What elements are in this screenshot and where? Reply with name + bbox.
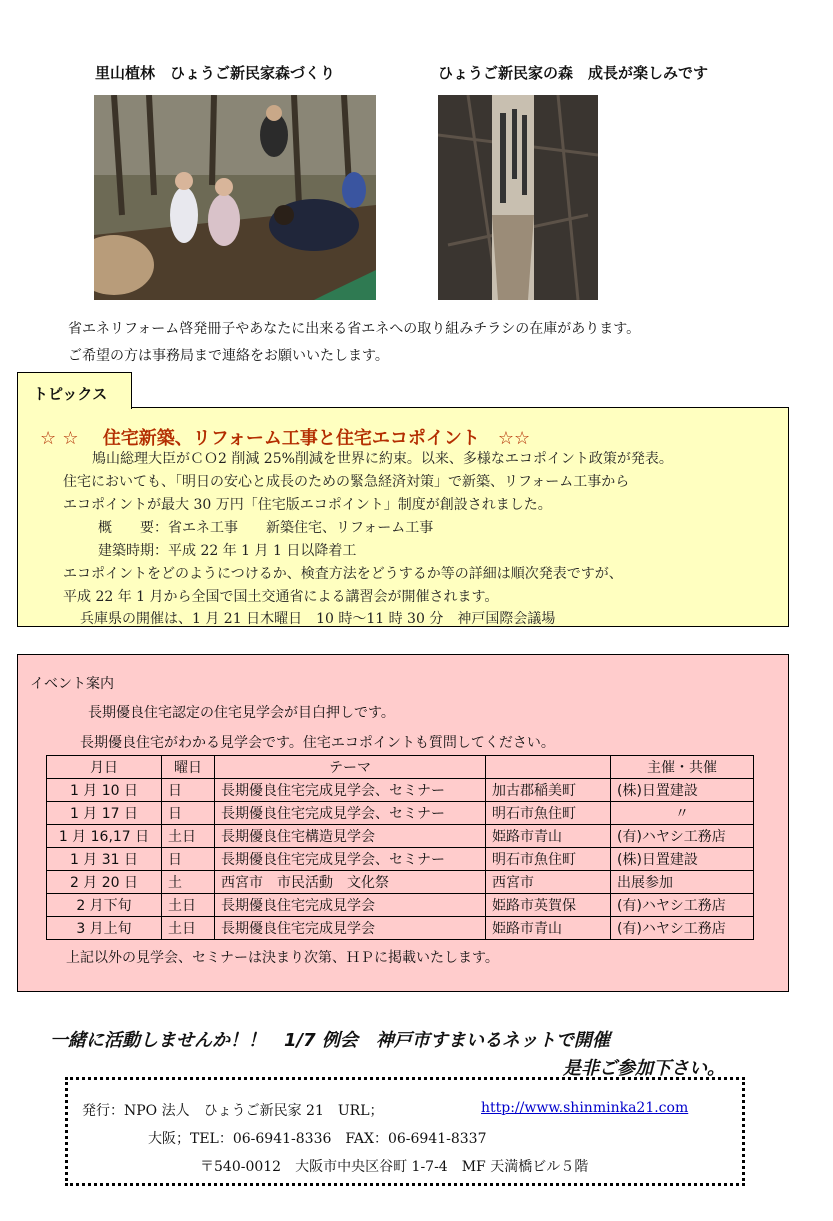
invite-line-1: 一緒に活動しませんか！！ 1/7 例会 神戸市すまいるネットで開催: [50, 1030, 610, 1051]
topics-line: 平成 22 年 1 月から全国で国土交通省による講習会が開催されます。: [63, 589, 499, 605]
col-header-theme: テーマ: [215, 756, 486, 779]
topics-line: エコポイントが最大 30 万円「住宅版エコポイント」制度が創設されました。: [63, 497, 552, 513]
event-day: 土日: [162, 917, 215, 940]
event-date: 3 月上旬: [47, 917, 162, 940]
event-place: 西宮市: [486, 871, 611, 894]
topics-tab: [17, 372, 132, 409]
event-place: 明石市魚住町: [486, 848, 611, 871]
topics-line: 概 要：省エネ工事 新築住宅、リフォーム工事: [98, 520, 434, 536]
event-day: 日: [162, 802, 215, 825]
table-row: [47, 894, 754, 917]
topics-line: 建築時期：平成 22 年 1 月 1 日以降着工: [98, 543, 357, 559]
event-place: 姫路市青山: [486, 825, 611, 848]
topics-line: 鳩山総理大臣がＣＯ2 削減 25%削減を世界に約束。以来、多様なエコポイント政策が発表。: [92, 451, 673, 467]
notice-line-2: ご希望の方は事務局まで連絡をお願いいたします。: [68, 348, 389, 364]
event-date: 1 月 16,17 日: [47, 825, 162, 848]
event-title: イベント案内: [30, 676, 114, 692]
address: 〒540-0012 大阪市中央区谷町 1-7-4 MF 天満橋ビル５階: [200, 1159, 589, 1175]
event-host: 出展参加: [611, 871, 754, 894]
event-host: (有)ハヤシ工務店: [611, 894, 754, 917]
topics-box: [17, 407, 789, 627]
event-place: 明石市魚住町: [486, 802, 611, 825]
col-header-date: 月日: [47, 756, 162, 779]
event-date: 2 月 20 日: [47, 871, 162, 894]
topics-tab-label: トピックス: [33, 385, 108, 403]
col-header-day: 曜日: [162, 756, 215, 779]
event-day: 土日: [162, 894, 215, 917]
event-footnote: 上記以外の見学会、セミナーは決まり次第、ＨＰに掲載いたします。: [66, 950, 499, 966]
table-header-row: [47, 756, 754, 779]
publisher-name: 発行：NPO 法人 ひょうご新民家 21 URL；: [82, 1103, 384, 1119]
table-row: [47, 802, 754, 825]
table-row: [47, 917, 754, 940]
event-day: 日: [162, 779, 215, 802]
event-date: 1 月 31 日: [47, 848, 162, 871]
event-host: (株)日置建設: [611, 848, 754, 871]
growth-stake-photo: [438, 95, 598, 300]
event-theme: 長期優良住宅構造見学会: [215, 825, 486, 848]
event-date: 1 月 10 日: [47, 779, 162, 802]
photo-caption-left: 里山植林 ひょうご新民家森づくり: [95, 64, 336, 82]
contact-info: 大阪；TEL：06-6941-8336 FAX：06-6941-8337: [148, 1131, 487, 1147]
table-row: [47, 779, 754, 802]
event-theme: 長期優良住宅完成見学会、セミナー: [215, 848, 486, 871]
photo-caption-right: ひょうご新民家の森 成長が楽しみです: [438, 64, 709, 82]
col-header-host: 主催・共催: [611, 756, 754, 779]
topics-line: エコポイントをどのようにつけるか、検査方法をどうするか等の詳細は順次発表ですが、: [63, 566, 623, 582]
event-place: 姫路市英賀保: [486, 894, 611, 917]
event-theme: 長期優良住宅完成見学会、セミナー: [215, 802, 486, 825]
event-day: 土日: [162, 825, 215, 848]
event-day: 土: [162, 871, 215, 894]
topics-line: 住宅においても、「明日の安心と成長のための緊急経済対策」で新築、リフォーム工事から: [63, 474, 630, 490]
event-theme: 長期優良住宅完成見学会: [215, 894, 486, 917]
event-theme: 長期優良住宅完成見学会: [215, 917, 486, 940]
table-row: [47, 825, 754, 848]
invite-line-2: 是非ご参加下さい。: [563, 1058, 725, 1079]
event-table: [46, 755, 754, 940]
table-row: [47, 848, 754, 871]
publisher-box: [65, 1077, 745, 1186]
event-host: (株)日置建設: [611, 779, 754, 802]
event-intro-2: 長期優良住宅がわかる見学会です。住宅エコポイントも質問してください。: [80, 735, 555, 751]
table-row: [47, 871, 754, 894]
planting-photo: [94, 95, 376, 300]
notice-line-1: 省エネリフォーム啓発冊子やあなたに出来る省エネへの取り組みチラシの在庫があります。: [68, 321, 641, 337]
event-place: 姫路市青山: [486, 917, 611, 940]
topics-line: 兵庫県の開催は、1 月 21 日木曜日 10 時～11 時 30 分 神戸国際会議場: [80, 611, 556, 627]
event-host: (有)ハヤシ工務店: [611, 825, 754, 848]
event-intro-1: 長期優良住宅認定の住宅見学会が目白押しです。: [88, 705, 395, 721]
website-link[interactable]: http://www.shinminka21.com: [481, 1100, 689, 1116]
event-theme: 西宮市 市民活動 文化祭: [215, 871, 486, 894]
event-date: 1 月 17 日: [47, 802, 162, 825]
col-header-place: [486, 756, 611, 779]
event-place: 加古郡稲美町: [486, 779, 611, 802]
event-date: 2 月下旬: [47, 894, 162, 917]
event-box: [17, 654, 789, 992]
event-day: 日: [162, 848, 215, 871]
topics-headline: ☆ ☆ 住宅新築、リフォーム工事と住宅エコポイント ☆☆: [40, 428, 531, 449]
event-host: (有)ハヤシ工務店: [611, 917, 754, 940]
event-host: 〃: [611, 802, 754, 825]
event-theme: 長期優良住宅完成見学会、セミナー: [215, 779, 486, 802]
